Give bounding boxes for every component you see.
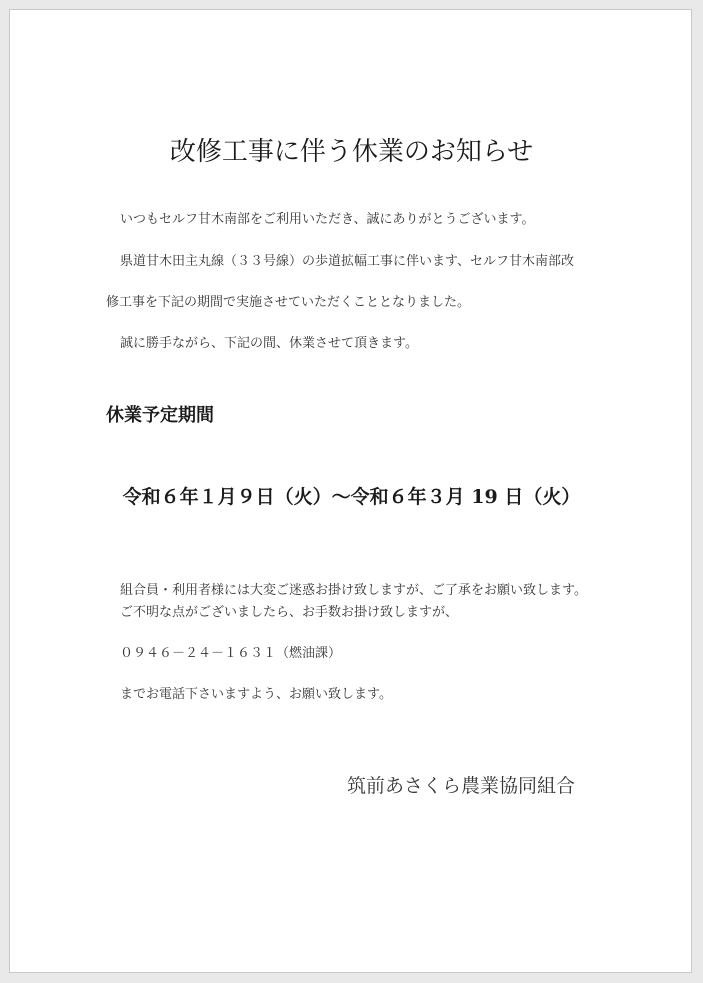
closure-period: 令和６年１月９日（火）～令和６年３月 19 日（火） <box>122 486 581 508</box>
construction-line-2: 修工事を下記の期間で実施させていただくこととなりました。 <box>106 295 471 310</box>
phone-number: ０９４６－２４－１６３１（燃油課） <box>120 646 342 661</box>
closure-line: 誠に勝手ながら、下記の間、休業させて頂きます。 <box>120 336 418 351</box>
apology-line: 組合員・利用者様には大変ご迷惑お掛け致しますが、ご了承をお願い致します。 <box>120 583 587 598</box>
page-title: 改修工事に伴う休業のお知らせ <box>169 137 534 167</box>
closing-line: までお電話下さいますよう、お願い致します。 <box>120 687 392 702</box>
section-heading: 休業予定期間 <box>106 405 214 426</box>
inquiry-line: ご不明な点がございましたら、お手数お掛け致しますが、 <box>120 605 459 620</box>
organization-signature: 筑前あさくら農業協同組合 <box>347 775 576 797</box>
document-page <box>9 9 692 973</box>
greeting-line: いつもセルフ甘木南部をご利用いただき、誠にありがとうございます。 <box>120 212 535 227</box>
construction-line-1: 県道甘木田主丸線（３３号線）の歩道拡幅工事に伴います、セルフ甘木南部改 <box>120 254 574 269</box>
